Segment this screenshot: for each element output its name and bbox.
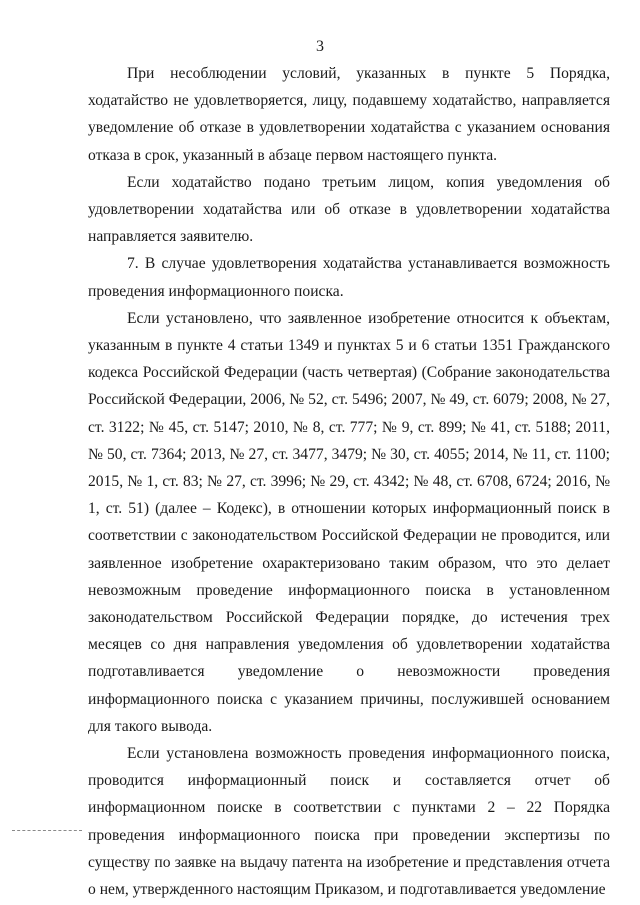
paragraph-item-7: 7. В случае удовлетворения ходатайства устанавливается возможность проведения информационного поиска. xyxy=(88,255,610,300)
paragraph-search-possible: Если установлена возможность проведения информационного поиска, проводится информационный поиск и составляется отчет об информационном поиске в соответствии с пунктами 2 – 22 Порядка проведения информационного поиска при проведении экспертизы по существу по заявке на выдачу патента на изобретение и представления отчета о нем, утвержденного настоящим Приказом, и подготавливается уведомление xyxy=(88,745,610,899)
paragraph-search-impossible: Если установлено, что заявленное изобретение относится к объектам, указанным в пункте 4 статьи 1349 и пунктах 5 и 6 статьи 1351 Гражданского кодекса Российской Федерации (часть четвертая) (Собрание законодательства Российской Федерации, 2006, № 52, ст. 5496; 2007, № 49, ст. 6079; 2008, № 27, ст. 3122; № 45, ст. 5147; 2010, № 8, ст. 777; № 9, ст. 899; № 41, ст. 5188; 2011, № 50, ст. 7364; 2013, № 27, ст. 3477, 3479; № 30, ст. 4055; 2014, № 11, ст. 1100; 2015, № 1, ст. 83; № 27, ст. 3996; № 29, ст. 4342; № 48, ст. 6708, 6724; 2016, № 1, ст. 51) (далее – Кодекс), в отношении которых информационный поиск в соответствии с законодательством Российской Федерации не проводится, или заявленное изобретение охарактеризовано таким образом, что это делает невозможным проведение информационного поиска в установленном законодательством Российской Федерации порядке, до истечения трех месяцев со дня направления уведомления об удовлетворении ходатайства подготавливается уведомление о невозможности проведения информационного поиска с указанием причины, послужившей основанием для такого вывода. xyxy=(88,309,610,735)
paragraph-refusal-notice: При несоблюдении условий, указанных в пункте 5 Порядка, ходатайство не удовлетворяется, лицу, подавшему ходатайство, направляется уведомление об отказе в удовлетворении ходатайства с указанием основания отказа в срок, указанный в абзаце первом настоящего пункта. xyxy=(88,65,610,164)
page-number: 3 xyxy=(316,38,324,55)
paragraph-third-party-copy: Если ходатайство подано третьим лицом, копия уведомления об удовлетворении ходатайства или об отказе в удовлетворении ходатайства направляется заявителю. xyxy=(88,173,610,246)
scan-artifact-line xyxy=(12,830,82,831)
document-body xyxy=(88,60,610,903)
